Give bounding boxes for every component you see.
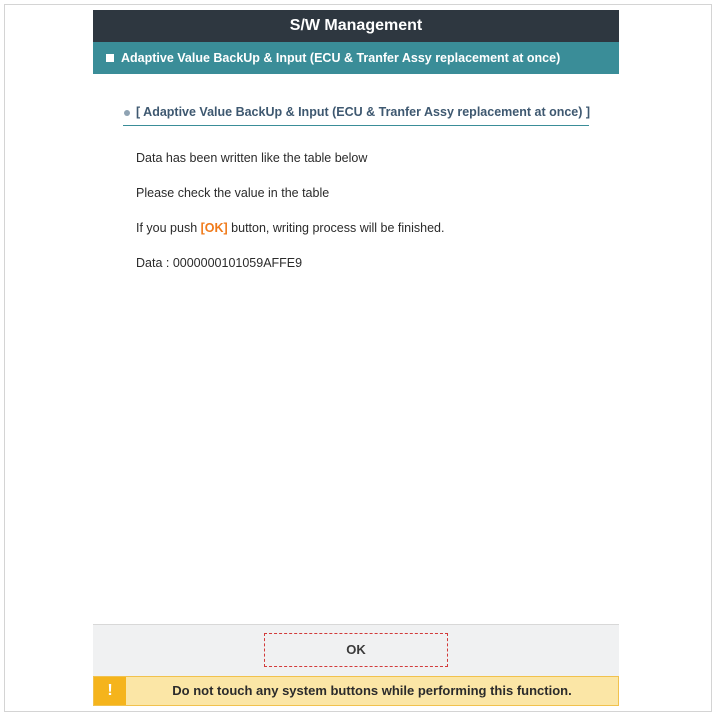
sw-management-panel [93, 10, 619, 706]
message-line-check: Please check the value in the table [136, 186, 330, 200]
instruction-suffix: button, writing process will be finished. [227, 221, 445, 235]
instruction-prefix: If you push [136, 221, 201, 235]
bullet-dot-icon [124, 110, 130, 116]
message-line-written: Data has been written like the table below [136, 151, 368, 165]
content-heading [123, 102, 589, 126]
section-header [93, 42, 619, 74]
content-area [93, 74, 619, 624]
instruction-ok-highlight: [OK] [200, 221, 228, 235]
window-title: S/W Management [93, 10, 619, 42]
message-line-instruction [136, 220, 444, 236]
exclamation-icon: ! [94, 677, 126, 705]
ok-button[interactable]: OK [264, 633, 448, 667]
section-square-icon [106, 54, 114, 62]
data-value-line: Data : 0000000101059AFFE9 [136, 256, 303, 270]
warning-bar [93, 676, 619, 706]
footer-bar [93, 624, 619, 676]
section-title: Adaptive Value BackUp & Input (ECU & Tranfer Assy replacement at once) [121, 51, 561, 65]
warning-text: Do not touch any system buttons while performing this function. [172, 683, 572, 698]
content-heading-text: [ Adaptive Value BackUp & Input (ECU & Tranfer Assy replacement at once) ] [136, 105, 591, 119]
